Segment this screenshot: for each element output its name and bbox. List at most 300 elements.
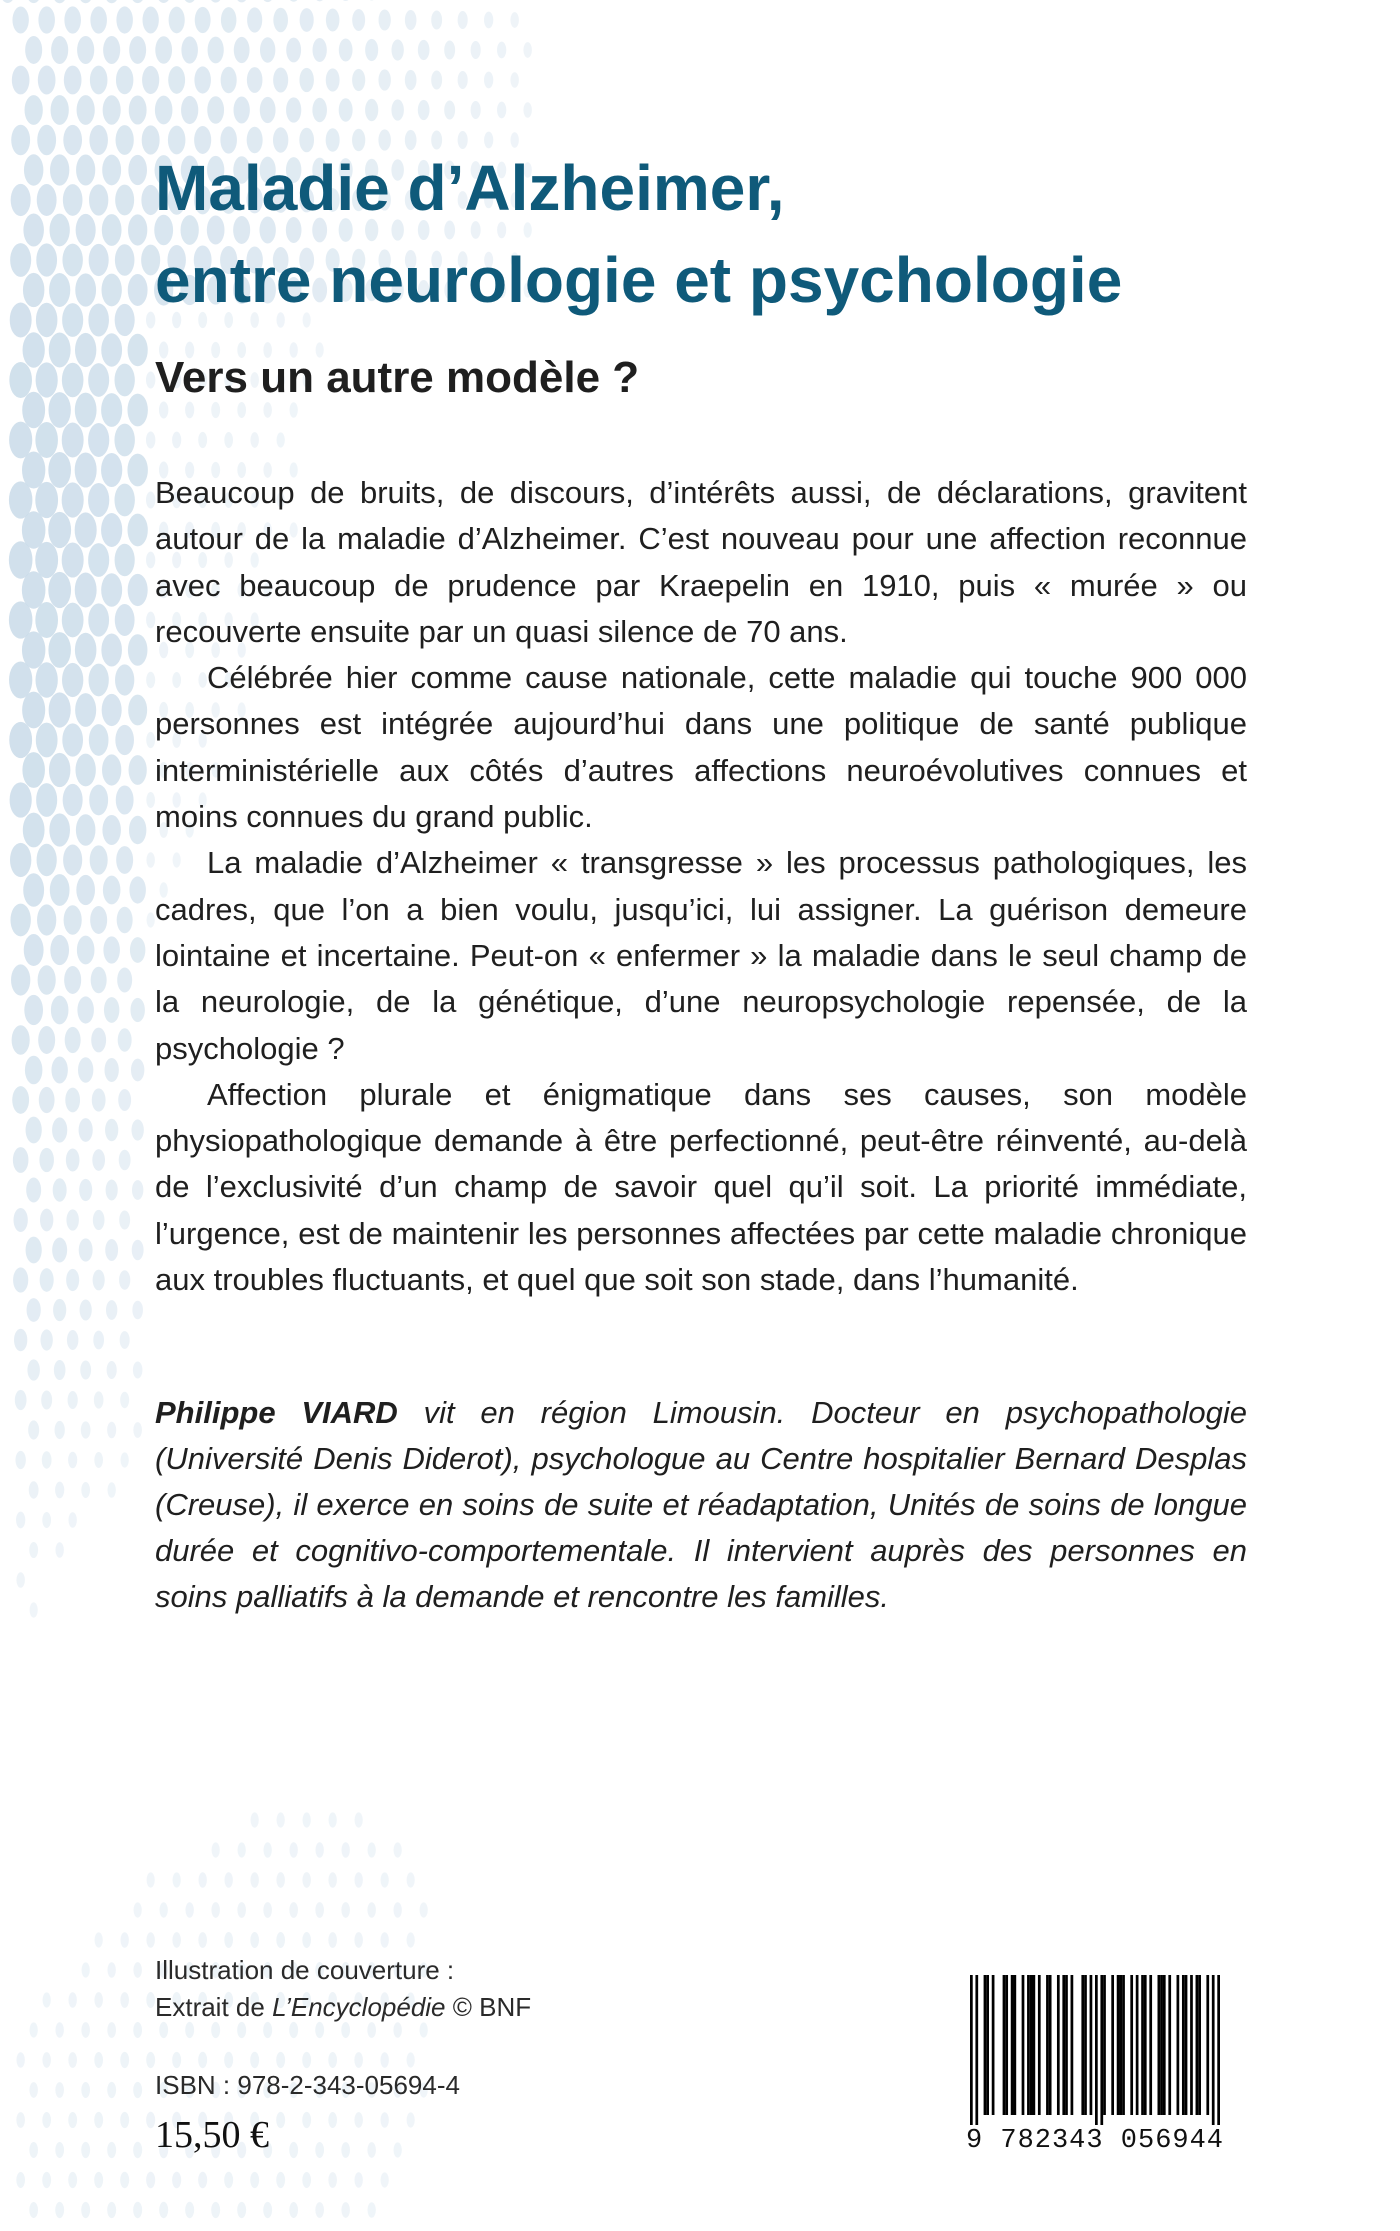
- decorative-dot: [10, 303, 32, 338]
- decorative-dot: [510, 12, 519, 28]
- barcode-bar: [1081, 1975, 1084, 2115]
- decorative-dot: [129, 95, 147, 124]
- decorative-dot: [68, 1452, 77, 1469]
- decorative-dot: [106, 1300, 117, 1320]
- barcode-bar: [1122, 1975, 1125, 2115]
- decorative-dot: [116, 846, 133, 874]
- decorative-dot: [16, 1512, 25, 1529]
- decorative-dot: [36, 362, 58, 397]
- barcode-bar: [1022, 1975, 1025, 2115]
- decorative-dot: [471, 101, 481, 119]
- decorative-dot: [16, 2172, 25, 2188]
- decorative-dot: [341, 2202, 350, 2218]
- decorative-dot: [37, 904, 56, 935]
- decorative-dot: [42, 2052, 51, 2068]
- decorative-dot: [211, 1902, 220, 1918]
- barcode-bar: [1196, 1975, 1199, 2115]
- barcode-bar: [1046, 1975, 1049, 2115]
- decorative-dot: [30, 2022, 38, 2037]
- decorative-dot: [237, 2202, 246, 2218]
- decorative-dot: [208, 37, 224, 64]
- decorative-dot: [62, 603, 84, 638]
- barcode-bar: [1163, 1975, 1166, 2115]
- decorative-dot: [68, 1391, 78, 1409]
- decorative-dot: [407, 2112, 415, 2127]
- decorative-dot: [120, 2112, 129, 2128]
- decorative-dot: [129, 755, 147, 785]
- barcode-bar: [1206, 1975, 1209, 2115]
- decorative-dot: [35, 542, 58, 578]
- decorative-dot: [75, 452, 97, 487]
- barcode-bar: [1182, 1975, 1185, 2115]
- barcode: [940, 1975, 1250, 2175]
- decorative-dot: [130, 998, 144, 1022]
- author-name: Philippe VIARD: [155, 1395, 398, 1430]
- decorative-dot: [146, 432, 155, 449]
- decorative-dot: [23, 214, 44, 247]
- barcode-bar: [1011, 1975, 1014, 2115]
- decorative-dot: [105, 1119, 118, 1141]
- decorative-dot: [88, 543, 109, 577]
- decorative-dot: [379, 9, 391, 30]
- decorative-dot: [64, 6, 81, 33]
- decorative-dot: [289, 1902, 298, 1918]
- decorative-dot: [101, 453, 122, 487]
- decorative-dot: [238, 1842, 246, 1857]
- decorative-dot: [142, 66, 159, 94]
- barcode-bar: [1149, 1975, 1152, 2115]
- decorative-dot: [16, 2052, 24, 2067]
- barcode-bar: [1144, 1975, 1147, 2115]
- decorative-dot: [211, 2202, 220, 2218]
- decorative-dot: [120, 2052, 129, 2068]
- author-bio: [155, 1390, 1247, 1620]
- price: 15,50 €: [155, 2114, 269, 2156]
- decorative-dot: [88, 363, 109, 397]
- decorative-dot: [250, 1872, 259, 1888]
- decorative-dot: [50, 935, 69, 965]
- decorative-dot: [77, 996, 93, 1023]
- decorative-dot: [62, 663, 83, 697]
- decorative-dot: [132, 1180, 143, 1200]
- decorative-dot: [212, 1842, 220, 1857]
- decorative-dot: [146, 2052, 155, 2068]
- barcode-bar: [1033, 1975, 1036, 2115]
- decorative-dot: [418, 100, 430, 120]
- cover-credits: [155, 1952, 531, 2026]
- decorative-dot: [142, 7, 158, 34]
- decorative-dot: [172, 2052, 181, 2068]
- decorative-dot: [81, 2022, 90, 2038]
- decorative-dot: [62, 542, 84, 577]
- decorative-dot: [103, 936, 120, 963]
- decorative-dot: [26, 1237, 42, 1264]
- decorative-dot: [367, 2202, 375, 2217]
- decorative-dot: [107, 2202, 116, 2218]
- decorative-dot: [147, 912, 155, 927]
- decorative-dot: [114, 484, 134, 517]
- decorative-dot: [128, 155, 147, 185]
- decorative-dot: [367, 2142, 376, 2158]
- decorative-dot: [147, 1872, 155, 1887]
- decorative-dot: [277, 1812, 285, 1827]
- decorative-dot: [37, 125, 56, 156]
- decorative-dot: [155, 96, 173, 125]
- decorative-dot: [107, 2082, 116, 2098]
- decorative-dot: [104, 0, 120, 3]
- decorative-dot: [68, 2052, 77, 2068]
- decorative-dot: [114, 424, 134, 457]
- decorative-dot: [115, 544, 135, 576]
- decorative-dot: [23, 273, 44, 307]
- decorative-dot: [128, 334, 148, 367]
- decorative-dot: [12, 66, 30, 95]
- barcode-bar: [1057, 1975, 1060, 2115]
- decorative-dot: [28, 1420, 39, 1439]
- decorative-dot: [260, 97, 276, 123]
- barcode-bar: [992, 1975, 995, 2115]
- decorative-dot: [53, 1299, 66, 1321]
- decorative-dot: [198, 1872, 206, 1887]
- decorative-dot: [129, 36, 146, 64]
- decorative-dot: [118, 1028, 132, 1051]
- decorative-dot: [62, 244, 82, 277]
- decorative-dot: [120, 1932, 128, 1947]
- decorative-dot: [115, 664, 134, 695]
- decorative-dot: [381, 2172, 389, 2187]
- decorative-dot: [169, 7, 185, 34]
- decorative-dot: [92, 1149, 105, 1171]
- decorative-dot: [77, 95, 95, 125]
- decorative-dot: [224, 1932, 233, 1948]
- decorative-dot: [431, 70, 442, 89]
- barcode-bar: [1141, 1975, 1144, 2115]
- decorative-dot: [76, 875, 95, 905]
- barcode-bar: [1177, 1975, 1180, 2115]
- decorative-dot: [523, 102, 531, 118]
- decorative-dot: [79, 1238, 93, 1261]
- decorative-dot: [132, 1301, 143, 1320]
- decorative-dot: [105, 1239, 118, 1261]
- decorative-dot: [25, 1056, 42, 1085]
- barcode-bar: [1168, 1975, 1171, 2115]
- decorative-dot: [326, 68, 340, 91]
- decorative-dot: [77, 36, 94, 64]
- decorative-dot: [68, 1992, 76, 2007]
- decorative-dot: [287, 0, 301, 2]
- decorative-dot: [497, 102, 506, 119]
- decorative-dot: [12, 6, 28, 33]
- decorative-dot: [221, 67, 237, 94]
- decorative-dot: [68, 2112, 77, 2128]
- decorative-dot: [22, 692, 45, 729]
- decorative-dot: [42, 1512, 51, 1528]
- decorative-dot: [62, 303, 83, 337]
- decorative-dot: [107, 1962, 115, 1977]
- decorative-dot: [55, 1542, 63, 1558]
- decorative-dot: [49, 273, 70, 307]
- decorative-dot: [75, 633, 97, 667]
- summary-paragraph: Affection plurale et énigmatique dans ses causes, son modèle physiopathologique demande à être perfectionné, peut-être réinventé, au-delà de l’exclusivité d’un champ de savoir quel qu’il soit. La priorité immédiate, l’urgence, est de maintenir les personnes affectées par cette maladie chronique aux troubles fluctuants, et quel que soit son stade, dans l’humanité.: [155, 1076, 1247, 1298]
- isbn: ISBN : 978-2-343-05694-4: [155, 2070, 460, 2100]
- summary-paragraph: Célébrée hier comme cause nationale, cette maladie qui touche 900 000 personnes est intégrée aujourd’hui dans une politique de santé publique interministérielle aux côtés d’autres affections neuroévolutives connues et moins connues du grand public.: [155, 660, 1247, 835]
- decorative-dot: [22, 631, 45, 668]
- decorative-dot: [48, 632, 71, 668]
- barcode-bar: [1198, 1975, 1201, 2115]
- decorative-dot: [130, 0, 146, 3]
- decorative-dot: [29, 1481, 39, 1498]
- decorative-dot: [91, 967, 107, 993]
- decorative-dot: [523, 42, 532, 58]
- decorative-dot: [250, 2172, 259, 2188]
- decorative-dot: [29, 2202, 38, 2218]
- decorative-dot: [101, 633, 122, 666]
- decorative-dot: [48, 452, 71, 488]
- decorative-dot: [94, 2112, 103, 2128]
- decorative-dot: [328, 2052, 337, 2068]
- decorative-dot: [129, 876, 145, 903]
- decorative-dot: [115, 604, 135, 636]
- decorative-dot: [103, 95, 121, 124]
- decorative-dot: [185, 1902, 193, 1918]
- decorative-dot: [55, 2142, 64, 2158]
- decorative-dot: [94, 1391, 104, 1408]
- decorative-dot: [276, 1932, 285, 1948]
- decorative-dot: [50, 154, 69, 185]
- title-line-1: Maladie d’Alzheimer,: [155, 152, 785, 224]
- barcode-bar: [1003, 1975, 1006, 2115]
- decorative-dot: [302, 2112, 311, 2128]
- decorative-dot: [22, 392, 45, 428]
- decorative-dot: [93, 1210, 105, 1230]
- decorative-dot: [102, 694, 122, 726]
- decorative-dot: [354, 2052, 363, 2068]
- decorative-dot: [181, 96, 198, 124]
- decorative-dot: [394, 2142, 402, 2157]
- title-line-2: entre neurologie et psychologie: [155, 244, 1123, 316]
- decorative-dot: [146, 2172, 155, 2188]
- decorative-dot: [26, 1117, 42, 1144]
- decorative-dot: [81, 2082, 90, 2098]
- decorative-dot: [354, 1932, 363, 1948]
- decorative-dot: [11, 964, 30, 995]
- decorative-dot: [14, 1208, 28, 1232]
- decorative-dot: [41, 1390, 52, 1409]
- decorative-dot: [273, 8, 288, 32]
- decorative-dot: [250, 2052, 259, 2068]
- barcode-bar: [984, 1975, 987, 2115]
- decorative-dot: [146, 792, 155, 808]
- decorative-dot: [315, 2142, 324, 2158]
- decorative-dot: [36, 723, 58, 758]
- decorative-dot: [40, 1209, 53, 1232]
- decorative-dot: [302, 1932, 311, 1948]
- decorative-dot: [79, 1179, 92, 1201]
- decorative-dot: [27, 1359, 39, 1380]
- barcode-bar: [1062, 1975, 1065, 2115]
- barcode-bar: [986, 1975, 989, 2115]
- barcode-bar: [1100, 1975, 1103, 2125]
- decorative-dot: [444, 100, 455, 119]
- decorative-dot: [302, 2052, 311, 2068]
- decorative-dot: [182, 0, 197, 3]
- decorative-dot: [80, 1361, 91, 1380]
- decorative-dot: [198, 2172, 207, 2188]
- decorative-dot: [121, 1452, 129, 1467]
- decorative-dot: [146, 492, 155, 509]
- decorative-dot: [127, 454, 147, 487]
- credits-prefix: Extrait de: [155, 1992, 273, 2022]
- decorative-dot: [207, 96, 224, 124]
- decorative-dot: [263, 1902, 272, 1918]
- decorative-dot: [381, 1872, 389, 1887]
- decorative-dot: [313, 38, 327, 62]
- decorative-dot: [11, 184, 31, 216]
- decorative-dot: [251, 1812, 259, 1827]
- decorative-dot: [133, 2202, 142, 2218]
- decorative-dot: [146, 552, 155, 569]
- decorative-dot: [302, 1872, 311, 1888]
- decorative-dot: [119, 1270, 130, 1290]
- decorative-dot: [25, 36, 42, 64]
- decorative-dot: [129, 816, 146, 844]
- decorative-dot: [224, 2052, 233, 2068]
- decorative-dot: [77, 936, 95, 965]
- decorative-dot: [55, 2022, 63, 2037]
- barcode-bar: [1158, 1975, 1161, 2115]
- book-subtitle: Vers un autre modèle ?: [155, 353, 640, 402]
- decorative-dot: [394, 1842, 402, 1857]
- decorative-dot: [102, 815, 120, 845]
- decorative-dot: [55, 1482, 64, 1499]
- decorative-dot: [62, 363, 84, 398]
- decorative-dot: [312, 98, 327, 122]
- decorative-dot: [103, 876, 121, 905]
- decorative-dot: [23, 873, 44, 906]
- decorative-dot: [355, 1812, 363, 1827]
- decorative-dot: [0, 0, 16, 3]
- decorative-dot: [458, 11, 468, 29]
- decorative-dot: [128, 214, 147, 245]
- decorative-dot: [101, 393, 122, 427]
- decorative-dot: [94, 2172, 103, 2188]
- decorative-dot: [120, 2172, 129, 2188]
- decorative-dot: [63, 845, 82, 876]
- decorative-dot: [134, 1902, 142, 1917]
- decorative-dot: [315, 1902, 324, 1918]
- decorative-dot: [81, 1482, 90, 1498]
- decorative-dot: [119, 1150, 131, 1170]
- decorative-dot: [128, 695, 147, 726]
- decorative-dot: [102, 155, 121, 186]
- decorative-dot: [89, 184, 108, 215]
- decorative-dot: [107, 1361, 117, 1379]
- decorative-dot: [431, 11, 442, 30]
- decorative-dot: [405, 10, 417, 30]
- decorative-dot: [146, 372, 155, 389]
- decorative-dot: [29, 2082, 38, 2098]
- decorative-dot: [173, 1872, 181, 1887]
- summary-paragraph: Beaucoup de bruits, de discours, d’intérêts aussi, de déclarations, gravitent autour de la maladie d’Alzheimer. C’est nouveau pour une affection reconnue avec beaucoup de prudence par Kraepelin en 1910, puis « murée » ou recouverte ensuite par un quasi silence de 70 ans.: [155, 475, 1247, 649]
- decorative-dot: [90, 845, 108, 874]
- decorative-dot: [13, 1147, 29, 1173]
- decorative-dot: [133, 1361, 142, 1378]
- decorative-dot: [247, 67, 263, 93]
- decorative-dot: [68, 2172, 77, 2188]
- decorative-dot: [51, 95, 69, 125]
- decorative-dot: [90, 6, 107, 33]
- credits-suffix: © BNF: [445, 1992, 532, 2022]
- decorative-dot: [94, 2052, 103, 2068]
- decorative-dot: [276, 2172, 285, 2188]
- decorative-dot: [120, 1992, 129, 2008]
- decorative-dot: [159, 1902, 167, 1917]
- decorative-dot: [471, 41, 481, 59]
- decorative-dot: [67, 1330, 78, 1350]
- decorative-dot: [9, 722, 32, 758]
- decorative-dot: [78, 0, 94, 3]
- decorative-dot: [81, 1421, 91, 1438]
- decorative-dot: [407, 1932, 415, 1947]
- decorative-dot: [53, 1178, 67, 1201]
- decorative-dot: [128, 574, 148, 606]
- barcode-bar: [1030, 1975, 1033, 2115]
- barcode-bar: [1130, 1975, 1133, 2115]
- decorative-dot: [14, 1329, 27, 1352]
- decorative-dot: [116, 6, 132, 33]
- decorative-dot: [328, 2112, 337, 2128]
- decorative-dot: [354, 2172, 362, 2188]
- decorative-dot: [22, 752, 45, 788]
- decorative-dot: [104, 997, 119, 1023]
- decorative-dot: [391, 39, 403, 60]
- decorative-dot: [146, 672, 155, 688]
- decorative-dot: [42, 2172, 51, 2188]
- decorative-dot: [51, 36, 68, 64]
- decorative-dot: [88, 483, 109, 517]
- decorative-dot: [195, 7, 211, 33]
- decorative-dot: [79, 1118, 93, 1142]
- decorative-dot: [133, 2082, 142, 2098]
- decorative-dot: [354, 1872, 362, 1887]
- decorative-dot: [133, 2022, 142, 2038]
- decorative-dot: [407, 1872, 415, 1887]
- decorative-dot: [37, 844, 57, 877]
- decorative-dot: [326, 9, 340, 32]
- decorative-dot: [11, 125, 30, 156]
- decorative-dot: [10, 243, 31, 277]
- decorative-dot: [234, 0, 249, 2]
- decorative-dot: [37, 184, 57, 216]
- decorative-dot: [38, 965, 56, 995]
- decorative-dot: [341, 2142, 350, 2158]
- decorative-dot: [289, 2142, 298, 2158]
- decorative-dot: [63, 184, 83, 216]
- decorative-dot: [115, 304, 135, 336]
- decorative-dot: [107, 1482, 115, 1497]
- book-title: [155, 142, 1305, 326]
- decorative-dot: [25, 95, 43, 125]
- decorative-dot: [10, 843, 31, 877]
- decorative-dot: [38, 1026, 55, 1054]
- decorative-dot: [128, 514, 148, 547]
- decorative-dot: [198, 432, 207, 448]
- decorative-dot: [63, 784, 83, 816]
- decorative-dot: [289, 2202, 298, 2218]
- decorative-dot: [95, 1932, 103, 1947]
- decorative-dot: [181, 36, 198, 63]
- decorative-dot: [116, 66, 133, 94]
